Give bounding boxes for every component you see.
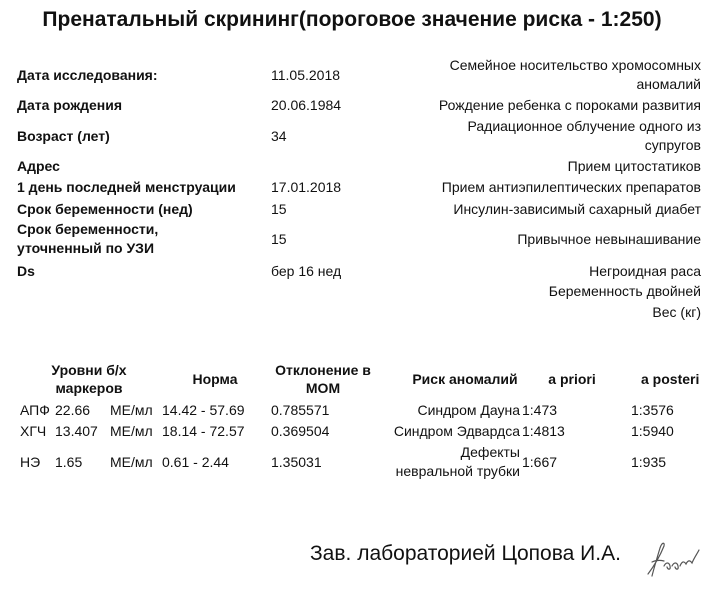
signed-by-text: Зав. лабораторией Цопова И.А. <box>310 542 621 565</box>
label-age: Возраст (лет) <box>17 128 110 144</box>
label-gestation-us-line2: уточненный по УЗИ <box>17 240 155 256</box>
table-row-norm: 18.14 - 72.57 <box>162 423 245 439</box>
table-row-mom: 0.369504 <box>271 423 330 439</box>
value-birth-date: 20.06.1984 <box>271 97 342 113</box>
table-row-anomaly: Синдром Дауна <box>417 402 520 418</box>
table-row-value: 1.65 <box>55 454 83 470</box>
table-row-marker: АПФ <box>20 402 50 418</box>
header-posterior: a posteri <box>641 371 700 387</box>
table-row-norm: 0.61 - 2.44 <box>162 454 229 470</box>
header-mom-line2: МОМ <box>305 380 341 396</box>
risk-radiation-line1: Радиационное облучение одного из <box>467 118 701 134</box>
label-birth-date: Дата рождения <box>17 97 123 113</box>
risk-chromosomal-line2: аномалий <box>636 76 701 92</box>
header-prior: a priori <box>548 371 596 387</box>
table-row-mom: 1.35031 <box>271 454 322 470</box>
table-row-posterior: 1:3576 <box>631 402 674 418</box>
risk-antiepileptic: Прием антиэпилептических препаратов <box>441 179 701 195</box>
risk-miscarriage: Привычное невынашивание <box>517 231 701 247</box>
value-ds: бер 16 нед <box>271 263 342 279</box>
table-row-unit: МЕ/мл <box>110 402 153 418</box>
header-norm: Норма <box>192 371 238 387</box>
risk-malformations: Рождение ребенка с пороками развития <box>438 97 701 113</box>
table-row-marker: НЭ <box>20 454 41 470</box>
value-age: 34 <box>271 128 287 144</box>
table-row-norm: 14.42 - 57.69 <box>162 402 245 418</box>
table-row-unit: МЕ/мл <box>110 454 153 470</box>
label-gestation: Срок беременности (нед) <box>17 201 193 217</box>
risk-cytostatics: Прием цитостатиков <box>567 158 701 174</box>
value-gestation: 15 <box>271 201 287 217</box>
signature-icon <box>644 536 700 585</box>
header-markers-line1: Уровни б/х <box>51 362 127 378</box>
risk-weight: Вес (кг) <box>652 304 701 320</box>
value-lmp: 17.01.2018 <box>271 179 342 195</box>
table-row-unit: МЕ/мл <box>110 423 153 439</box>
label-gestation-us-line1: Срок беременности, <box>17 221 159 237</box>
header-risk: Риск аномалий <box>412 371 518 387</box>
header-mom-line1: Отклонение в <box>275 362 371 378</box>
header-markers-line2: маркеров <box>55 380 123 396</box>
table-row-marker: ХГЧ <box>20 423 47 439</box>
table-row-value: 13.407 <box>55 423 98 439</box>
page-title: Пренатальный скрининг(пороговое значение риска - 1:250) <box>42 8 662 31</box>
table-row-anomaly-line1: Дефекты <box>460 444 520 460</box>
label-ds: Ds <box>17 263 35 279</box>
table-row-value: 22.66 <box>55 402 91 418</box>
table-row-prior: 1:667 <box>522 454 558 470</box>
label-address: Адрес <box>17 158 60 174</box>
risk-radiation-line2: супругов <box>644 137 701 153</box>
table-row-posterior: 1:5940 <box>631 423 674 439</box>
risk-twins: Беременность двойней <box>548 283 701 299</box>
risk-chromosomal-line1: Семейное носительство хромосомных <box>449 57 701 73</box>
value-exam-date: 11.05.2018 <box>271 67 341 83</box>
table-row-posterior: 1:935 <box>631 454 667 470</box>
label-lmp: 1 день последней менструации <box>17 179 236 195</box>
risk-diabetes: Инсулин-зависимый сахарный диабет <box>453 201 701 217</box>
table-row-prior: 1:4813 <box>522 423 565 439</box>
value-gestation-us: 15 <box>271 231 287 247</box>
risk-negroid: Негроидная раса <box>589 263 701 279</box>
label-exam-date: Дата исследования: <box>17 67 158 83</box>
table-row-prior: 1:473 <box>522 402 558 418</box>
table-row-anomaly: Синдром Эдвардса <box>393 423 520 439</box>
table-row-mom: 0.785571 <box>271 402 330 418</box>
table-row-anomaly-line2: невральной трубки <box>395 463 520 479</box>
